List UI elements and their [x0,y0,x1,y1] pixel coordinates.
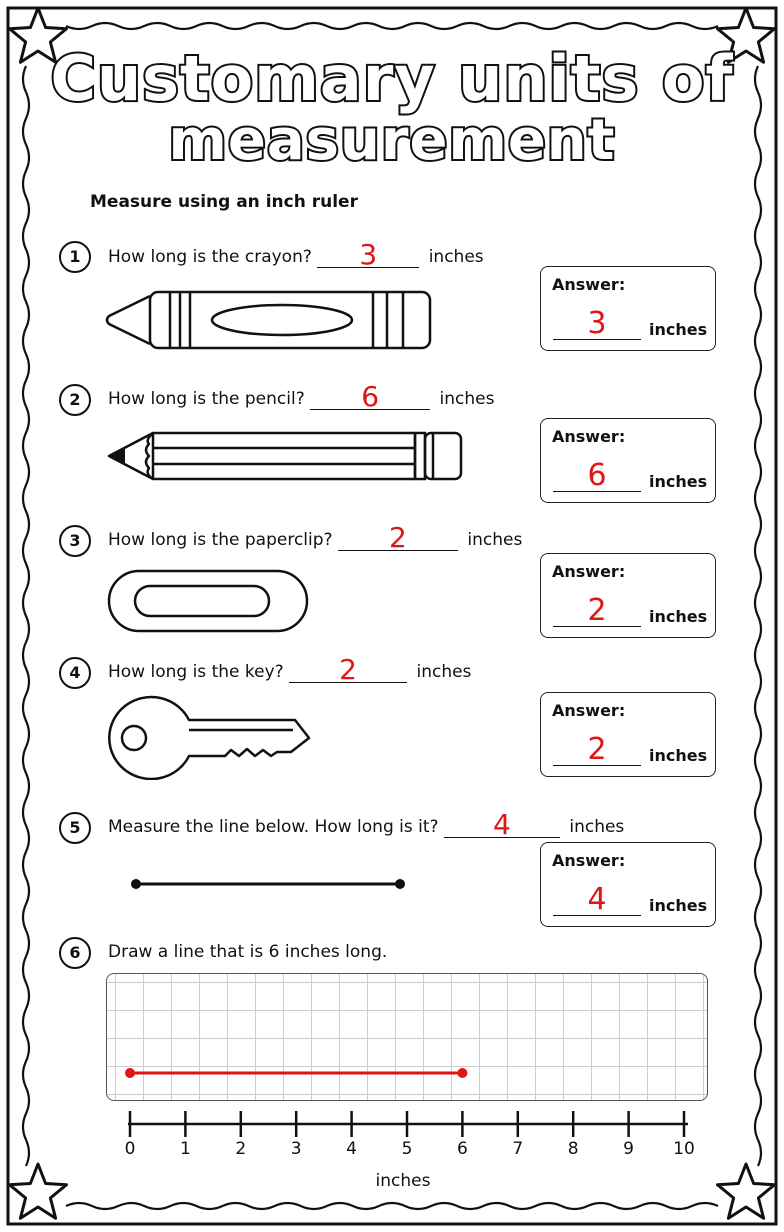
question-5-answer: 4 [493,808,511,841]
question-3-unit: inches [467,530,523,550]
question-2 [108,380,495,413]
answer-unit: inches [649,320,708,339]
question-2-text: How long is the pencil? [108,389,305,409]
measure-line [126,874,410,894]
answer-box-2 [540,418,716,503]
answer-line [553,765,641,766]
question-number-1: 1 [59,241,91,273]
answer-label: Answer: [552,701,626,720]
ruler-tick-label: 2 [235,1139,247,1159]
ruler-tick-label: 4 [346,1139,357,1159]
key-image [105,694,315,780]
question-1 [108,238,484,271]
answer-label: Answer: [552,427,626,446]
question-number-4: 4 [59,657,91,689]
question-4-answer: 2 [339,653,357,686]
answer-box-5 [540,842,716,927]
question-2-answer: 6 [361,380,380,413]
answer-label: Answer: [552,275,626,294]
ruler-tick-label: 9 [623,1139,634,1159]
question-5 [108,808,625,841]
title-line-2: measurement [168,108,616,173]
question-3-answer: 2 [389,521,407,554]
question-6-text: Draw a line that is 6 inches long. [108,942,388,962]
question-number-3: 3 [59,525,91,557]
question-3 [108,521,523,554]
answer-unit: inches [649,607,708,626]
question-1-answer: 3 [359,238,378,271]
question-number-2: 2 [59,384,91,416]
ruler-tick-label: 10 [673,1139,695,1159]
answer-line [553,491,641,492]
answer-box-3 [540,553,716,638]
ruler-tick-label: 5 [401,1139,413,1159]
question-2-blank[interactable] [310,380,430,413]
answer-box-1 [540,266,716,351]
answer-line [553,339,641,340]
answer-value-5[interactable]: 4 [587,882,607,917]
question-5-unit: inches [569,817,625,837]
answer-value-4[interactable]: 2 [587,732,607,767]
answer-value-2[interactable]: 6 [587,458,607,493]
question-3-text: How long is the paperclip? [108,530,333,550]
question-1-text: How long is the crayon? [108,247,312,267]
question-5-blank[interactable] [444,808,560,841]
ruler-tick-label: 6 [456,1139,468,1159]
answer-label: Answer: [552,851,626,870]
instruction-text: Measure using an inch ruler [90,192,358,212]
ruler-unit-label: inches [375,1171,431,1191]
question-1-blank[interactable] [317,238,419,271]
answer-box-4 [540,692,716,777]
answer-value-3[interactable]: 2 [587,593,607,628]
star-icon-bottom-right [718,1164,775,1218]
question-4-unit: inches [416,662,472,682]
ruler-tick-label: 1 [179,1139,191,1159]
answer-unit: inches [649,746,708,765]
star-icon-bottom-left [10,1164,67,1218]
ruler-tick-label: 3 [290,1139,302,1159]
question-3-blank[interactable] [338,521,458,554]
ruler-tick-label: 0 [124,1139,136,1159]
crayon-image [105,288,435,352]
question-number-5: 5 [59,812,91,844]
answer-label: Answer: [552,562,626,581]
answer-line [553,626,641,627]
question-number-6: 6 [59,937,91,969]
question-5-text: Measure the line below. How long is it? [108,817,439,837]
question-4 [108,653,472,686]
paperclip-image [105,568,313,634]
title-line-1: Customary units of [50,42,734,115]
answer-unit: inches [649,896,708,915]
question-2-unit: inches [439,389,495,409]
answer-line [553,915,641,916]
answer-unit: inches [649,472,708,491]
pencil-image [105,430,465,482]
ruler-tick-label: 7 [512,1139,524,1159]
drawn-line [0,1060,784,1090]
question-4-text: How long is the key? [108,662,284,682]
question-1-unit: inches [428,247,484,267]
ruler-tick-label: 8 [567,1139,579,1159]
question-4-blank[interactable] [289,653,407,686]
answer-value-1[interactable]: 3 [587,306,607,341]
